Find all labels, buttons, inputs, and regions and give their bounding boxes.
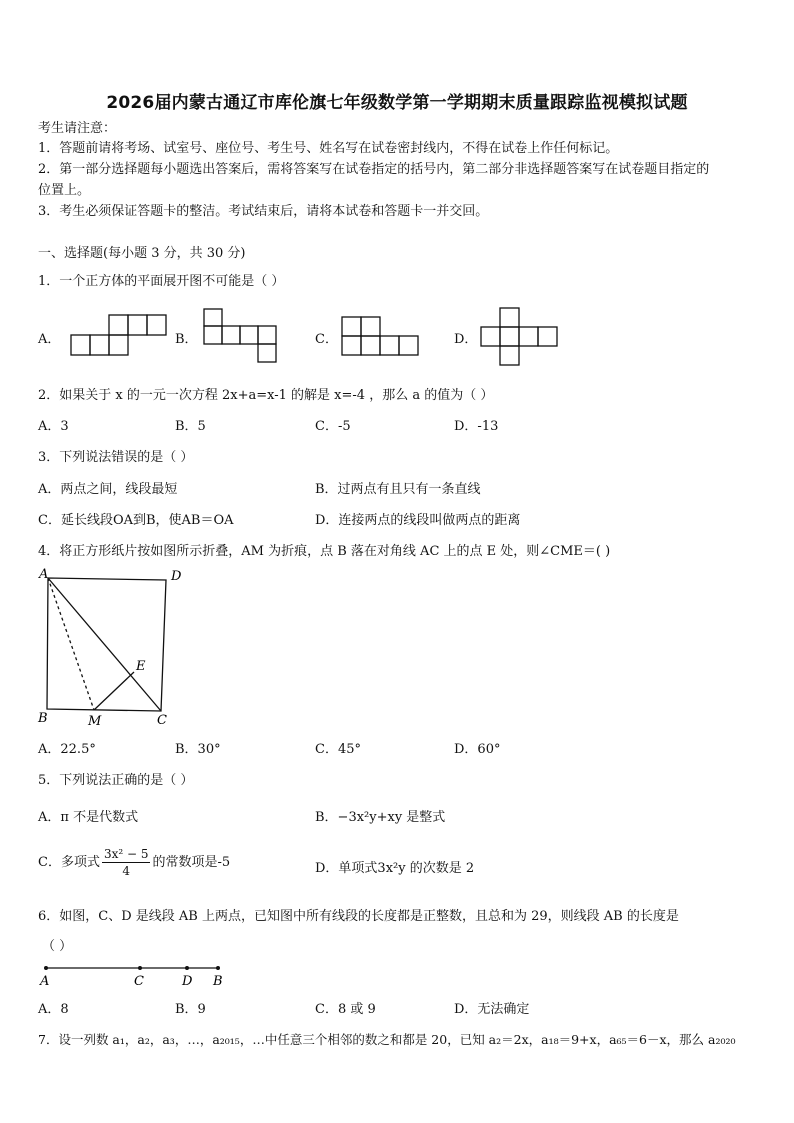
- q4-option-a: A．22.5°: [38, 742, 96, 757]
- q4-option-c: C．45°: [315, 742, 361, 757]
- q1-label-a: A．: [38, 332, 61, 347]
- q5-stem: 5．下列说法正确的是（ ）: [38, 773, 194, 788]
- q3-option-d: D．连接两点的线段叫做两点的距离: [315, 513, 521, 528]
- q5-fraction: [102, 846, 151, 879]
- q6-segment-figure: [36, 960, 236, 990]
- notice-item-2-cont: 位置上。: [38, 183, 91, 198]
- q1-net-c: [341, 316, 423, 358]
- q2-option-b: B．5: [175, 419, 206, 434]
- q4-option-d: D．60°: [454, 742, 501, 757]
- q2-option-c: C．-5: [315, 419, 351, 434]
- q1-net-b: [203, 308, 283, 364]
- q2-option-d: D．-13: [454, 419, 499, 434]
- q3-stem: 3．下列说法错误的是（ ）: [38, 450, 194, 465]
- q5-option-c-prefix: C．多项式: [38, 855, 100, 870]
- q1-label-c: C．: [315, 332, 338, 347]
- q3-option-c: C．延长线段OA到B，使AB＝OA: [38, 513, 234, 528]
- q6-point-a: A: [40, 974, 50, 989]
- q6-option-d: D．无法确定: [454, 1002, 530, 1017]
- q4-square-figure: [36, 568, 196, 730]
- q5-option-d: D．单项式3x²y 的次数是 2: [315, 861, 475, 876]
- q2-stem: 2．如果关于 x 的一元一次方程 2x+a=x-1 的解是 x=-4 ，那么 a 的值为（ ）: [38, 388, 494, 403]
- q4-option-b: B．30°: [175, 742, 221, 757]
- q2-option-a: A．3: [38, 419, 69, 434]
- q4-point-d: D: [171, 569, 182, 584]
- q6-stem: 6．如图，C、D 是线段 AB 上两点，已知图中所有线段的长度都是正整数，且总和为 29，则线段 AB 的长度是: [38, 909, 679, 924]
- q1-label-d: D．: [454, 332, 478, 347]
- notice-item-2: 2．第一部分选择题每小题选出答案后，需将答案写在试卷指定的括号内，第二部分非选择题答案写在试卷题目指定的: [38, 162, 710, 177]
- q6-option-a: A．8: [38, 1002, 69, 1017]
- notice-item-1: 1．答题前请将考场、试室号、座位号、考生号、姓名写在试卷密封线内，不得在试卷上作任何标记。: [38, 141, 619, 156]
- q3-option-b: B．过两点有且只有一条直线: [315, 482, 481, 497]
- q6-option-c: C．8 或 9: [315, 1002, 376, 1017]
- q5-option-a: A．π 不是代数式: [38, 810, 139, 825]
- q4-stem: 4．将正方形纸片按如图所示折叠，AM 为折痕，点 B 落在对角线 AC 上的点 E 处，则∠CME＝( ): [38, 544, 611, 559]
- q5-option-c: [38, 846, 230, 879]
- q4-point-e: E: [136, 659, 146, 674]
- q6-point-c: C: [134, 974, 144, 989]
- q5-fraction-denominator: 4: [122, 864, 131, 878]
- q6-point-d: D: [182, 974, 193, 989]
- q5-option-c-suffix: 的常数项是-5: [152, 855, 231, 870]
- q1-net-a: [70, 314, 170, 358]
- q4-point-m: M: [88, 714, 102, 729]
- q1-label-b: B．: [175, 332, 198, 347]
- q4-point-c: C: [157, 713, 167, 728]
- q1-stem: 1．一个正方体的平面展开图不可能是（ ）: [38, 274, 285, 289]
- notice-item-3: 3．考生必须保证答题卡的整洁。考试结束后，请将本试卷和答题卡一并交回。: [38, 204, 489, 219]
- q1-net-d: [480, 307, 560, 369]
- notice-heading: 考生请注意：: [38, 121, 117, 136]
- q4-point-b: B: [38, 711, 48, 726]
- q6-option-b: B．9: [175, 1002, 206, 1017]
- q5-option-b: B．−3x²y+xy 是整式: [315, 810, 446, 825]
- q3-option-a: A．两点之间，线段最短: [38, 482, 178, 497]
- q6-point-b: B: [213, 974, 223, 989]
- page-title: 2026届内蒙古通辽市库伦旗七年级数学第一学期期末质量跟踪监视模拟试题: [106, 93, 688, 113]
- q6-stem-bracket: （ ）: [42, 939, 73, 954]
- q5-fraction-numerator: 3x² − 5: [103, 847, 149, 861]
- q7-stem: 7．设一列数 a₁，a₂，a₃，…，a₂₀₁₅，…中任意三个相邻的数之和都是 20，已知 a₂＝2x，a₁₈＝9+x，a₆₅＝6－x，那么 a₂₀₂₀: [38, 1032, 736, 1047]
- q4-point-a: A: [39, 567, 49, 582]
- section-heading: 一、选择题(每小题 3 分，共 30 分): [38, 246, 246, 261]
